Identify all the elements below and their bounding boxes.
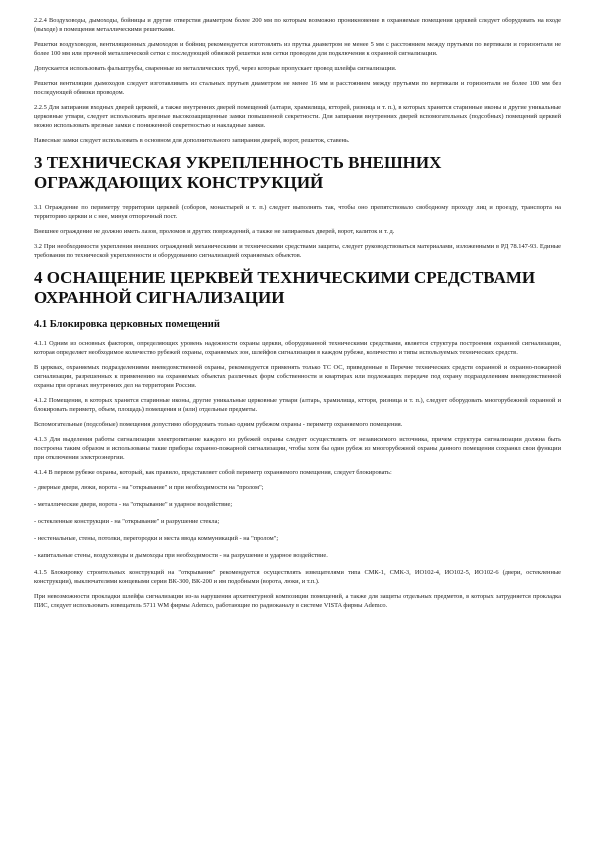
subsection-heading: 4.1 Блокировка церковных помещений bbox=[34, 319, 220, 330]
paragraph: Навесные замки следует использовать в основном для дополнительного запирания дверей, ворот, решеток, ставень. bbox=[34, 137, 350, 144]
paragraph: При невозможности прокладки шлейфа сигнализации из-за нарушения архитектурной композиции помещений, а также для защиты отдельных предметов, в которых затрудняется прокладка ПИС, следует использовать извещатель 5711 WM фирмы Ademco, работающие по радиоканалу в системе VISTA фирмы Ademco. bbox=[34, 593, 561, 609]
paragraph: 4.1.2 Помещения, в которых хранятся старинные иконы, другие уникальные церковные утвари (алтарь, храмилища, ктторя, ризница и т. п.), следует оборудовать многорубежной охранной и блокировать периметр, объем, площадь) помещения и (или) отдельные предметы. bbox=[34, 397, 561, 413]
paragraph: 2.2.4 Воздуховоды, дымоходы, бойницы и другие отверстия диаметром более 200 мм по которым возможно проникновение в охраняемые помещения церквей следует оборудовать на входе (выходе) в помещения металлическими решетками. bbox=[34, 17, 561, 33]
paragraph: Вспомогательные (подсобные) помещения допустимо оборудовать только одним рубежом охраны - периметр охраняемого помещения. bbox=[34, 421, 403, 428]
paragraph: 4.1.3 Для выделения работы сигнализации электропитание каждого из рубежей охраны следует осуществлять от независимого источника, причем структура сигнализации должна быть построена таким образом и использованы такие приборы охранно-пожарной сигнализации, чтобы хотя бы один рубеж из многорубежной охраны данного помещения сохранял свои функции при отключении электроэнергии. bbox=[34, 436, 561, 461]
paragraph: Решетки воздуховодов, вентиляционных дымоходов и бойниц рекомендуется изготовлять из прутка диаметром не менее 5 мм с расстоянием между прутьями по вертикали и горизонтали не более 100 мм или прочной металлической сетки с последующей обвязкой решетки или сетки проводом для подключения к охранной сигнализации. bbox=[34, 41, 561, 57]
list-item: - дверные двери, люки, ворота - на "открывание" и при необходимости на "пролом"; bbox=[34, 484, 264, 491]
document-page bbox=[34, 16, 561, 616]
paragraph: Допускается использовать фальштрубы, сваренные из металлических труб, через которые пропускает провод шлейфа сигнализации. bbox=[34, 65, 397, 72]
paragraph: 4.1.5 Блокировку строительных конструкций на "открывание" рекомендуется осуществлять извещателями типа СМК-1, СМК-3, ИО102-4, ИО102-5, ИО102-6 (двери, остекленные конструкции), выключателями концевыми серии ВК-300, ВК-200 и им подобными (ворота, люки, и т.п.). bbox=[34, 569, 561, 585]
list-item: - капитальные стены, воздуховоды и дымоходы при необходимости - на разрушение и ударное воздействие. bbox=[34, 552, 328, 559]
paragraph: 3.1 Ограждение по периметру территории церквей (соборов, монастырей и т. п.) следует выполнять так, чтобы оно препятствовало свободному проходу лиц и проезду, транспорта на территорию церкви и с нее, минуя отпорочный пост. bbox=[34, 204, 561, 220]
section-heading: 3 ТЕХНИЧЕСКАЯ УКРЕПЛЕННОСТЬ ВНЕШНИХ ОГРАЖДАЮЩИХ КОНСТРУКЦИЙ bbox=[34, 153, 442, 192]
paragraph: 3.2 При необходимости укрепления внешних ограждений механическими и техническими средствами защиты, следует руководствоваться материалами, изложенными в РД 78.147-93. Единые требования по технической укрепленности и оборудованию сигнализацией охраняемых объектов. bbox=[34, 243, 561, 259]
paragraph: 4.1.1 Одним из основных факторов, определяющих уровень надежности охраны церкви, оборудованной техническими средствами, является структура построения охранной сигнализации, которая определяет необходимое количество рубежей охраны, охраняемых зон, шлейфов сигнализации в каждом рубеже, количество и типы используемых технических средств. bbox=[34, 340, 561, 356]
section-heading: 4 ОСНАЩЕНИЕ ЦЕРКВЕЙ ТЕХНИЧЕСКИМИ СРЕДСТВАМИ ОХРАННОЙ СИГНАЛИЗАЦИИ bbox=[34, 268, 536, 307]
list-item: - остекленные конструкции - на "открывание" и разрушение стекла; bbox=[34, 518, 220, 525]
list-item: - металлические двери, ворота - на "открывание" и ударное воздействие; bbox=[34, 501, 233, 508]
paragraph: Решетки вентиляции дымоходов следует изготавливать из стальных прутьев диаметром не менее 16 мм и расстоянием между прутьями по вертикали и горизонтали не более 100 мм без последующей обвязки проводом. bbox=[34, 80, 561, 96]
paragraph: 2.2.5 Для запирания входных дверей церквей, а также внутренних дверей помещений (алтари, храмилища, ктторей, ризница и т. п.), в которых хранятся старинные иконы и другие уникальные церковные утвари, следует использовать врезные высокозащищенные замки повышенной секретности. Для запирания внутренних дверей вспомогательных (подсобных) помещений церквей можно использовать врезные замки с пониженной секретностью и накладные замки. bbox=[34, 104, 561, 129]
paragraph: В церквах, охраняемых подразделениями вневедомственной охраны, рекомендуется применять только ТС ОС, приведенные в Перечне технических средств охранной и охранно-пожарной сигнализации, разрешенных к применению на охраняемых объектах различных форм собственности и квартирах или подлежащих передаче под охрану подразделениям вневедомственной охраны при органах внутренних дел на территории России. bbox=[34, 364, 561, 389]
paragraph: Внешнее ограждение не должно иметь лазов, проломов и других повреждений, а также не запираемых дверей, ворот, калиток и т. д. bbox=[34, 228, 395, 235]
paragraph: 4.1.4 В первом рубеже охраны, который, как правило, представляет собой периметр охраняемого помещения, следует блокировать: bbox=[34, 469, 392, 476]
list-item: - нестенальные, стены, потолки, перегородки и места ввода коммуникаций - на "пролом"; bbox=[34, 535, 279, 542]
